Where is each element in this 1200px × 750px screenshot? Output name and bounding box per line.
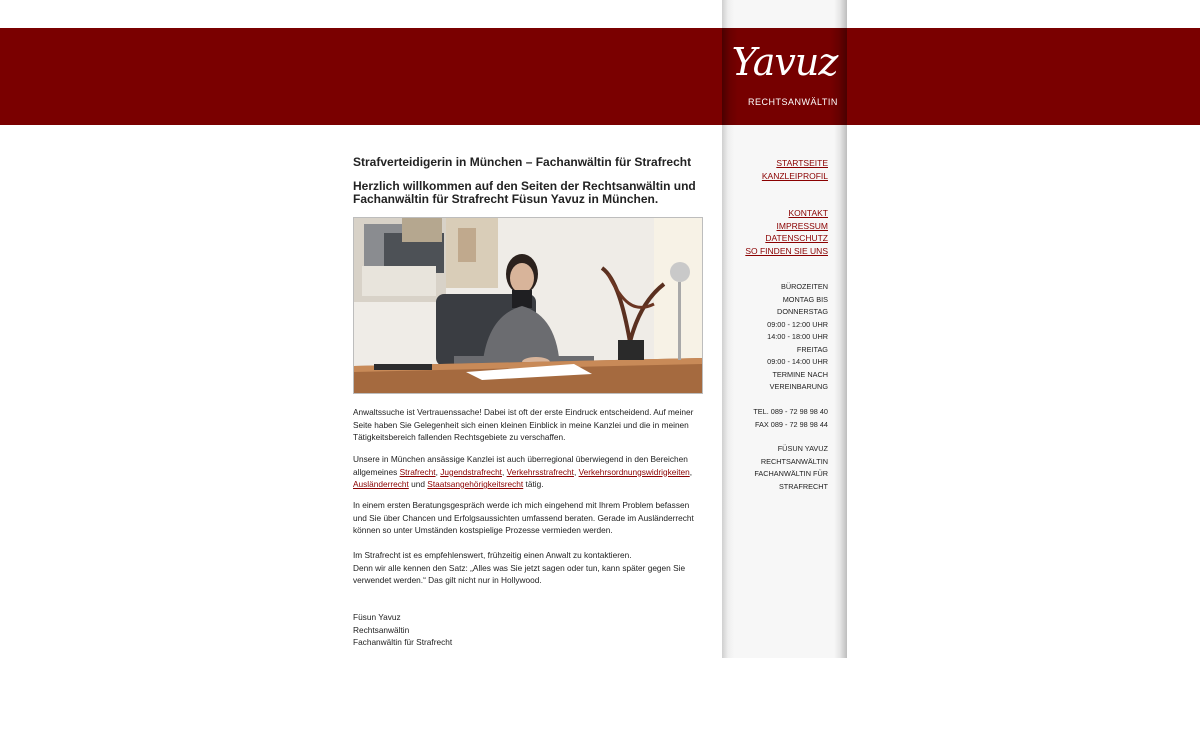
primary-nav: [762, 157, 828, 182]
nav-startseite[interactable]: STARTSEITE: [776, 158, 828, 168]
hours-line: 14:00 - 18:00 UHR: [767, 332, 828, 341]
address-line: STRAFRECHT: [778, 481, 828, 491]
office-photo-illustration: [354, 218, 702, 393]
page-title: Strafverteidigerin in München – Fachanwältin für Strafrecht: [353, 155, 692, 169]
nav-kontakt[interactable]: KONTAKT: [788, 208, 828, 218]
hours-line: FREITAG: [796, 344, 828, 354]
address-line: FÜSUN YAVUZ: [777, 444, 828, 453]
signature-specialty: Fachanwältin für Strafrecht: [353, 637, 453, 647]
link-jugendstrafrecht[interactable]: Jugendstrafrecht: [440, 466, 502, 477]
office-hours: [767, 281, 828, 394]
phone-number: TEL. 089 - 72 98 98 40: [753, 407, 828, 416]
logo-script-text: Yavuz: [731, 40, 838, 84]
link-verkehrsstrafrecht[interactable]: Verkehrsstrafrecht: [506, 466, 574, 477]
address-block: [754, 443, 828, 493]
fax-number: FAX 089 - 72 98 98 44: [754, 419, 828, 429]
criminal-law-line-2: Denn wir alle kennen den Satz: „Alles was Sie jetzt sagen oder tun, kann später gegen Sie verwendet werden.“ Das gilt nicht nur in Hollywood.: [353, 562, 686, 585]
practice-areas-and: und: [411, 479, 425, 489]
welcome-heading: Herzlich willkommen auf den Seiten der Rechtsanwältin und Fachanwältin für Strafrecht Füsun Yavuz in München.: [353, 179, 696, 206]
signature-name: Füsun Yavuz: [353, 612, 401, 622]
logo[interactable]: [722, 28, 847, 125]
criminal-law-paragraph: [353, 549, 705, 587]
criminal-law-line-1: Im Strafrecht ist es empfehlenswert, frühzeitig einen Anwalt zu kontaktieren.: [353, 550, 632, 560]
link-strafrecht[interactable]: Strafrecht: [399, 466, 436, 477]
secondary-nav: [745, 207, 828, 257]
address-line: FACHANWÄLTIN FÜR: [754, 469, 828, 478]
signature: [353, 611, 705, 649]
consultation-paragraph: In einem ersten Beratungsgespräch werde ich mich eingehend mit Ihrem Problem befassen und Sie über Chancen und Erfolgsaussichten umfassend beraten. Gerade im Ausländerrecht können so unter Umständen kostspielige Prozesse vermieden werden.: [353, 500, 694, 535]
practice-areas-intro: Unsere in München ansässige Kanzlei ist auch überregional überwiegend in den Bereichen allgemeines: [353, 454, 688, 477]
hours-line: TERMINE NACH: [772, 369, 828, 379]
address-line: RECHTSANWÄLTIN: [760, 456, 828, 466]
practice-areas-end: tätig.: [525, 479, 544, 489]
hours-line: MONTAG BIS: [782, 294, 828, 304]
hours-line: BÜROZEITEN: [780, 282, 828, 291]
link-staatsangehoerigkeitsrecht[interactable]: Staatsangehörigkeitsrecht: [427, 479, 524, 489]
signature-title: Rechtsanwältin: [353, 624, 410, 635]
nav-impressum[interactable]: IMPRESSUM: [776, 220, 828, 231]
link-auslaenderrecht[interactable]: Ausländerrecht: [353, 479, 409, 489]
link-verkehrsordnungswidrigkeiten[interactable]: Verkehrsordnungswidrigkeiten: [578, 466, 690, 477]
header-banner: [0, 28, 1200, 125]
practice-areas-paragraph: Unsere in München ansässige Kanzlei ist auch überregional überwiegend in den Bereichen allgemeines Strafrecht, Jugendstrafrecht, Verkehrsstrafrecht, Verkehrsordnungswidrigkeiten, Ausländerrecht und Staatsangehörigkeitsrecht tätig.: [353, 454, 693, 489]
nav-kanzleiprofil[interactable]: KANZLEIPROFIL: [761, 170, 828, 181]
nav-so-finden-sie-uns[interactable]: SO FINDEN SIE UNS: [745, 245, 828, 256]
hours-line: VEREINBARUNG: [769, 382, 828, 391]
intro-paragraph: Anwaltssuche ist Vertrauenssache! Dabei ist oft der erste Eindruck entscheidend. Auf meiner Seite haben Sie Gelegenheit sich einen kleinen Einblick in meine Kanzlei und die in meinen Tätigkeitsbereich fallenden Rechtsgebiete zu verschaffen.: [353, 407, 694, 442]
hours-line: 09:00 - 12:00 UHR: [767, 319, 828, 329]
hours-line: DONNERSTAG: [777, 307, 828, 316]
contact-info: [753, 406, 828, 431]
logo-subtitle: RECHTSANWÄLTIN: [748, 97, 838, 107]
nav-datenschutz[interactable]: DATENSCHUTZ: [765, 233, 828, 243]
hours-line: 09:00 - 14:00 UHR: [767, 357, 828, 366]
office-photo: [353, 217, 703, 394]
